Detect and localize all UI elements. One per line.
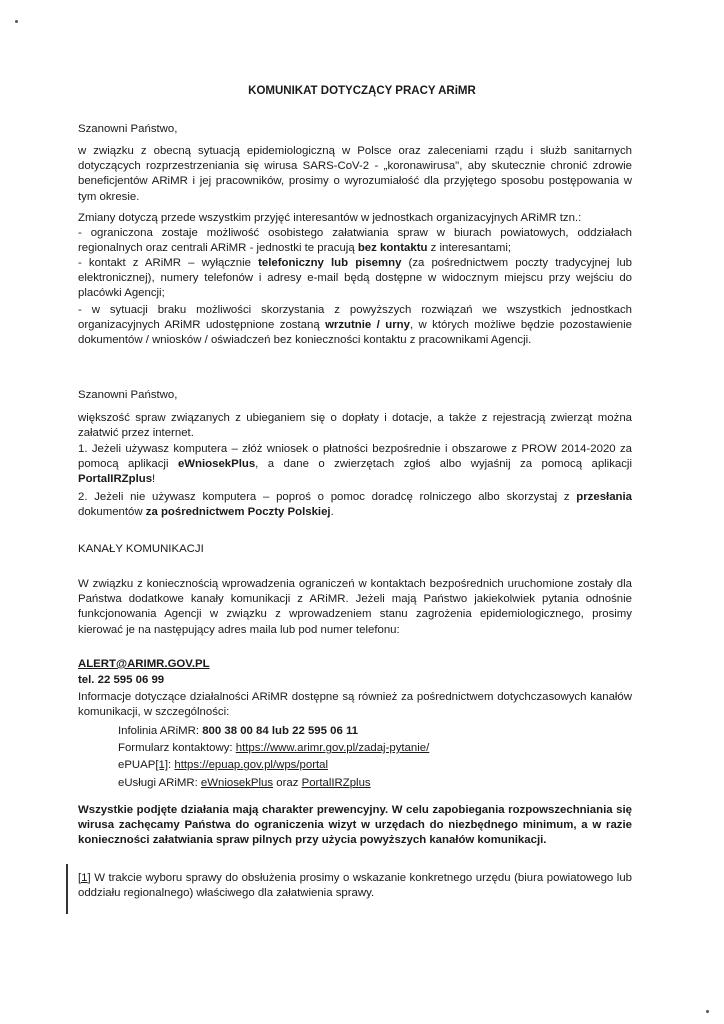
- footnote: [1] W trakcie wyboru sprawy do obsłużenia prosimy o wskazanie konkretnego urzędu (biura powiatowego lub oddziału regionalnego) właściwego dla załatwienia sprawy.: [78, 872, 632, 900]
- phone-or-written-bold: telefoniczny lub pisemny: [258, 257, 402, 269]
- changes-item-2: - kontakt z ARiMR – wyłącznie telefoniczny lub pisemny (za pośrednictwem poczty tradycyjnej lub elektronicznej), numery telefonów i adresy e-mail będą dostępne w widocznym miejscu przy wejściu do placówki Agencji;: [78, 257, 632, 300]
- epuap-row: ePUAP[1]: https://epuap.gov.pl/wps/portal: [118, 759, 329, 772]
- formularz-link[interactable]: https://www.arimr.gov.pl/zadaj-pytanie/: [235, 742, 430, 755]
- no-contact-bold: bez kontaktu: [357, 242, 428, 255]
- channels-text: W związku z koniecznością wprowadzenia ograniczeń w kontaktach bezpośrednich uruchomione zostały dla Państwa dodatkowe kanały komunikacji z ARiMR. Jeżeli mają Państwo jakiekolwiek pytania odnośnie funkcjonowania Agencji w związku z wprowadzeniem stanu zagrożenia epidemiologicznego, prosimy kierować je na następujący adres maila lub pod numer telefonu:: [78, 578, 632, 636]
- infolinia-row: Infolinia ARiMR: 800 38 00 84 lub 22 595 06 11: [118, 725, 359, 737]
- greeting-1: Szanowni Państwo,: [78, 123, 178, 135]
- online-lead: większość spraw związanych z ubieganiem się o dopłaty i dotacje, a także z rejestracją zwierząt można załatwić przez internet.: [78, 412, 632, 440]
- channels-heading: KANAŁY KOMUNIKACJI: [78, 543, 204, 555]
- channels-info: Informacje dotyczące działalności ARiMR dostępne są również za pośrednictwem dotychczasowych kanałów komunikacji, w szczególności:: [78, 691, 632, 719]
- ewniosekplus-bold: eWniosekPlus: [177, 458, 256, 471]
- greeting-2: Szanowni Państwo,: [78, 389, 178, 401]
- intro-paragraph: w związku z obecną sytuacją epidemiologiczną w Polsce oraz zaleceniami rządu i służb sanitarnych dotyczących rozprzestrzeniania się wirusa SARS-CoV-2 - „koronawirusa", aby skutecznie chronić zdrowie beneficjentów ARiMR i jej pracowników, prosimy o wyrozumiałość dla przyjętego sposobu postępowania w tym okresie.: [78, 145, 632, 203]
- eus-ewniosekplus-link[interactable]: eWniosekPlus: [200, 776, 274, 789]
- alert-email-link[interactable]: ALERT@ARIMR.GOV.PL: [78, 658, 210, 670]
- infolinia-number: 800 38 00 84 lub 22 595 06 11: [202, 725, 359, 737]
- online-point-1: 1. Jeżeli używasz komputera – złóż wniosek o płatności bezpośrednie i obszarowe z PROW 2014-2020 za pomocą aplikacji eWniosekPlus, a dane o zwierzętach zgłoś albo wyjaśnij za pomocą aplikacji PortalIRZplus!: [78, 443, 632, 486]
- eus-portalirzplus-link[interactable]: PortalIRZplus: [301, 776, 371, 789]
- portalirzplus-bold: PortalIRZplus: [78, 473, 153, 486]
- changes-item-1: - ograniczona zostaje możliwość osobistego załatwiania spraw w biurach powiatowych, oddziałach regionalnych oraz centrali ARiMR - jednostki te pracują bez kontaktu z interesantami;: [78, 227, 632, 255]
- epuap-link[interactable]: https://epuap.gov.pl/wps/portal: [174, 759, 329, 772]
- drop-box-bold: wrzutnie / urny: [325, 319, 410, 332]
- scan-speck: [15, 20, 18, 23]
- final-bold-paragraph: Wszystkie podjęte działania mają charakter prewencyjny. W celu zapobiegania rozpowszechniania się wirusa zachęcamy Państwa do ograniczenia wizyt w urzędach do niezbędnego minimum, a w razie konieczności załatwiania spraw pilnych przy użycia powyższych kanałów komunikacji.: [78, 804, 632, 847]
- changes-lead: Zmiany dotyczą przede wszystkim przyjęć interesantów w jednostkach organizacyjnych ARiMR tzn.:: [78, 212, 582, 224]
- scan-speck: [706, 1010, 709, 1013]
- alert-phone: tel. 22 595 06 99: [78, 674, 165, 686]
- document-title: KOMUNIKAT DOTYCZĄCY PRACY ARiMR: [248, 85, 476, 97]
- channels-list: [78, 724, 632, 791]
- footnote-ref[interactable]: [1]: [78, 872, 91, 884]
- online-point-2: 2. Jeżeli nie używasz komputera – poproś o pomoc doradcę rolniczego albo skorzystaj z przesłania dokumentów za pośrednictwem Poczty Polskiej.: [78, 491, 632, 519]
- changes-item-3: - w sytuacji braku możliwości skorzystania z powyższych rozwiązań we wszystkich jednostkach organizacyjnych ARiMR udostępnione zostaną wrzutnie / urny, w których możliwe będzie pozostawienie dokumentów / wniosków / oświadczeń bez konieczności kontaktu z pracownikami Agencji.: [78, 304, 632, 347]
- epuap-footnote-ref[interactable]: [1]: [155, 759, 169, 772]
- formularz-row: Formularz kontaktowy: https://www.arimr.gov.pl/zadaj-pytanie/: [118, 742, 430, 755]
- footnote-margin-line: [66, 864, 68, 914]
- eus-row: eUsługi ARiMR: eWniosekPlus oraz PortalIRZplus: [118, 776, 371, 789]
